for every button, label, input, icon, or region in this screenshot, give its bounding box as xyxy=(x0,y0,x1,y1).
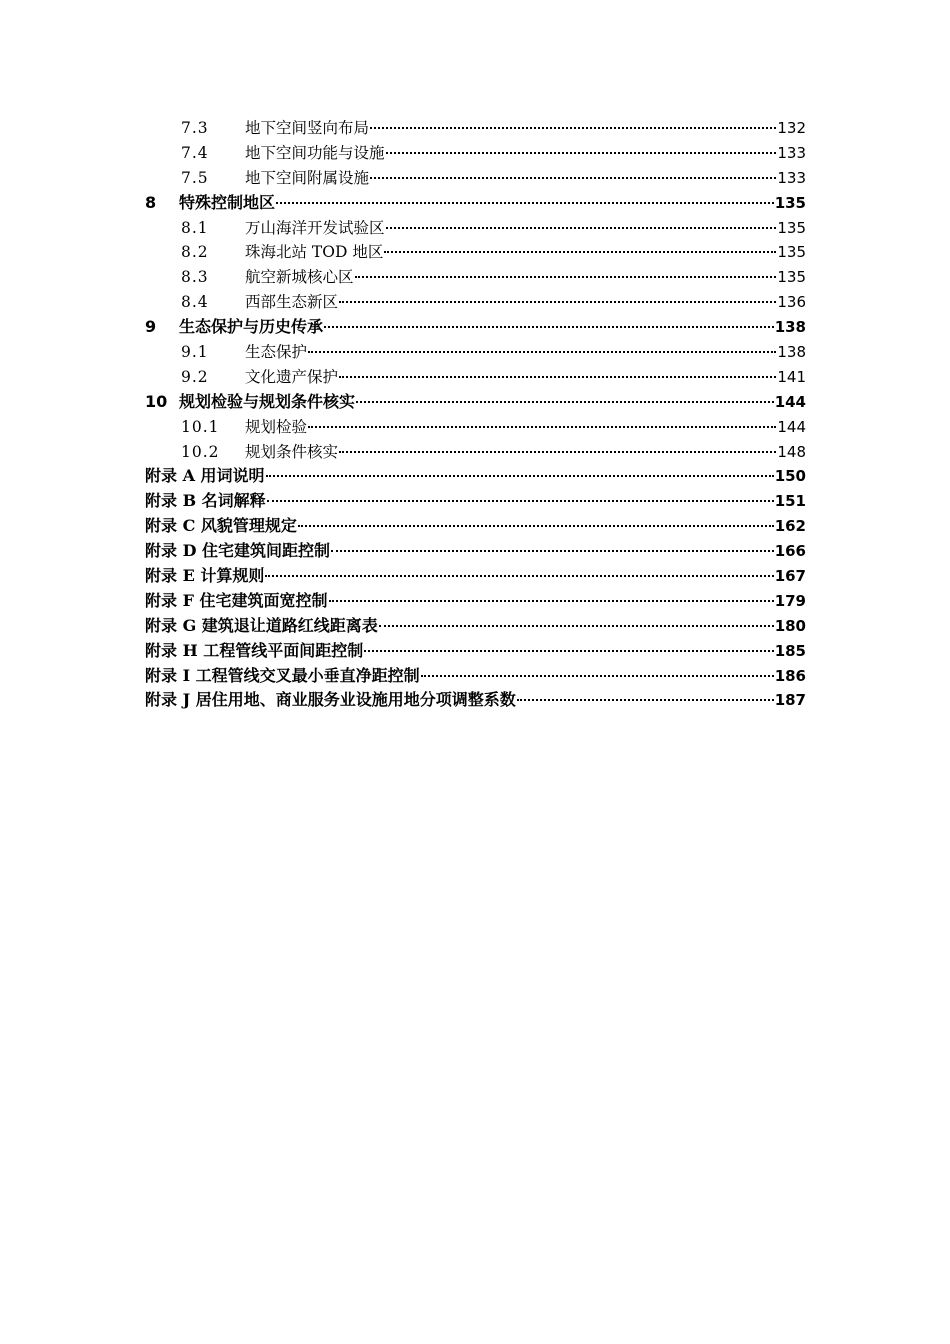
toc-entry-number: 7.4 xyxy=(181,143,209,162)
toc-entry-number: 9.1 xyxy=(181,343,209,362)
toc-dot-leader xyxy=(370,177,776,179)
toc-entry-page-number: 144 xyxy=(777,417,806,436)
toc-dot-leader xyxy=(276,202,774,204)
toc-entry-title: 西部生态新区 xyxy=(245,293,339,312)
toc-entry-title: 附录 A 用词说明 xyxy=(145,466,265,486)
toc-dot-leader xyxy=(267,500,774,502)
toc-dot-leader xyxy=(339,301,776,303)
toc-dot-leader xyxy=(386,227,777,229)
toc-entry-page-number: 135 xyxy=(777,218,806,237)
toc-entry-number: 8.1 xyxy=(181,218,209,237)
toc-dot-leader xyxy=(298,525,774,527)
toc-dot-leader xyxy=(331,550,774,552)
toc-dot-leader xyxy=(379,625,774,627)
toc-entry-page-number: 138 xyxy=(777,343,806,362)
toc-section-entry[interactable] xyxy=(145,440,806,465)
toc-entry-page-number: 144 xyxy=(774,392,806,411)
toc-entry-title: 文化遗产保护 xyxy=(245,367,339,386)
toc-dot-leader xyxy=(370,127,776,129)
toc-entry-page-number: 133 xyxy=(777,143,806,162)
toc-entry-number: 8 xyxy=(145,192,157,212)
toc-section-entry[interactable] xyxy=(145,340,806,365)
toc-entry-page-number: 135 xyxy=(777,268,806,287)
toc-dot-leader xyxy=(355,276,777,278)
toc-entry-title: 规划检验与规划条件核实 xyxy=(179,391,356,411)
toc-section-entry[interactable] xyxy=(145,141,806,166)
toc-entry-title: 附录 E 计算规则 xyxy=(145,566,265,586)
toc-chapter-entry[interactable] xyxy=(145,315,806,340)
toc-dot-leader xyxy=(266,475,774,477)
toc-dot-leader xyxy=(517,699,774,701)
toc-entry-number: 9.2 xyxy=(181,367,209,386)
toc-appendix-entry[interactable] xyxy=(145,639,806,664)
toc-entry-title: 附录 H 工程管线平面间距控制 xyxy=(145,640,364,660)
toc-entry-page-number: 179 xyxy=(774,591,806,610)
toc-entry-number: 10 xyxy=(145,391,168,411)
toc-appendix-entry[interactable] xyxy=(145,664,806,689)
toc-section-entry[interactable] xyxy=(145,415,806,440)
toc-entry-page-number: 141 xyxy=(777,367,806,386)
toc-appendix-entry[interactable] xyxy=(145,539,806,564)
toc-section-entry[interactable] xyxy=(145,365,806,390)
toc-entry-title: 地下空间竖向布局 xyxy=(245,119,370,137)
toc-entry-number: 7.3 xyxy=(181,119,209,137)
toc-entry-page-number: 162 xyxy=(774,517,806,536)
toc-entry-title: 附录 B 名词解释 xyxy=(145,491,266,511)
toc-dot-leader xyxy=(329,600,774,602)
toc-entry-title: 附录 J 居住用地、商业服务业设施用地分项调整系数 xyxy=(145,690,516,710)
toc-section-entry[interactable] xyxy=(145,166,806,191)
toc-dot-leader xyxy=(386,152,777,154)
toc-entry-page-number: 132 xyxy=(777,119,806,137)
toc-entry-title: 附录 F 住宅建筑面宽控制 xyxy=(145,590,328,610)
toc-entry-title: 附录 I 工程管线交叉最小垂直净距控制 xyxy=(145,665,420,685)
toc-entry-page-number: 133 xyxy=(777,168,806,187)
toc-entry-number: 8.2 xyxy=(181,243,209,262)
toc-section-entry[interactable] xyxy=(145,116,806,141)
toc-dot-leader xyxy=(339,451,776,453)
toc-entry-title: 规划条件核实 xyxy=(245,442,339,461)
toc-entry-page-number: 185 xyxy=(774,641,806,660)
toc-entry-title: 附录 G 建筑退让道路红线距离表 xyxy=(145,615,378,635)
toc-entry-title: 航空新城核心区 xyxy=(245,268,354,287)
toc-section-entry[interactable] xyxy=(145,290,806,315)
toc-appendix-entry[interactable] xyxy=(145,688,806,713)
toc-appendix-entry[interactable] xyxy=(145,589,806,614)
toc-entry-page-number: 148 xyxy=(777,442,806,461)
toc-section-entry[interactable] xyxy=(145,216,806,241)
toc-entry-page-number: 166 xyxy=(774,542,806,561)
toc-entry-page-number: 167 xyxy=(774,567,806,586)
toc-entry-number: 10.1 xyxy=(181,417,220,436)
toc-entry-page-number: 150 xyxy=(774,467,806,486)
toc-entry-title: 附录 C 风貌管理规定 xyxy=(145,516,297,536)
toc-entry-number: 7.5 xyxy=(181,168,209,187)
toc-dot-leader xyxy=(356,401,774,403)
toc-section-entry[interactable] xyxy=(145,240,806,265)
toc-entry-number: 8.4 xyxy=(181,293,209,312)
toc-entry-page-number: 187 xyxy=(774,691,806,710)
toc-entry-title: 地下空间功能与设施 xyxy=(245,143,385,162)
table-of-contents xyxy=(145,116,806,713)
toc-entry-page-number: 138 xyxy=(774,318,806,337)
toc-entry-title: 生态保护与历史传承 xyxy=(179,317,324,337)
toc-entry-page-number: 180 xyxy=(774,616,806,635)
toc-entry-page-number: 151 xyxy=(774,492,806,511)
toc-entry-page-number: 136 xyxy=(777,293,806,312)
toc-entry-page-number: 135 xyxy=(774,193,806,212)
toc-appendix-entry[interactable] xyxy=(145,564,806,589)
toc-entry-number: 9 xyxy=(145,317,157,337)
toc-chapter-entry[interactable] xyxy=(145,191,806,216)
toc-entry-title: 万山海洋开发试验区 xyxy=(245,218,385,237)
toc-entry-title: 地下空间附属设施 xyxy=(245,168,370,187)
toc-dot-leader xyxy=(421,675,774,677)
toc-dot-leader xyxy=(364,650,773,652)
toc-dot-leader xyxy=(308,351,776,353)
toc-dot-leader xyxy=(265,575,773,577)
toc-appendix-entry[interactable] xyxy=(145,514,806,539)
toc-entry-title: 特殊控制地区 xyxy=(179,192,276,212)
toc-dot-leader xyxy=(339,376,776,378)
toc-chapter-entry[interactable] xyxy=(145,390,806,415)
toc-dot-leader xyxy=(308,426,776,428)
toc-appendix-entry[interactable] xyxy=(145,489,806,514)
toc-appendix-entry[interactable] xyxy=(145,614,806,639)
toc-entry-title: 附录 D 住宅建筑间距控制 xyxy=(145,541,331,561)
toc-appendix-entry[interactable] xyxy=(145,464,806,489)
toc-entry-number: 10.2 xyxy=(181,442,220,461)
toc-entry-page-number: 135 xyxy=(777,243,806,262)
toc-section-entry[interactable] xyxy=(145,265,806,290)
toc-dot-leader xyxy=(324,326,774,328)
toc-entry-title: 规划检验 xyxy=(245,417,308,436)
toc-entry-title: 珠海北站 TOD 地区 xyxy=(245,243,384,262)
toc-dot-leader xyxy=(384,251,776,253)
toc-entry-title: 生态保护 xyxy=(245,343,308,362)
toc-entry-number: 8.3 xyxy=(181,268,209,287)
toc-entry-page-number: 186 xyxy=(774,666,806,685)
